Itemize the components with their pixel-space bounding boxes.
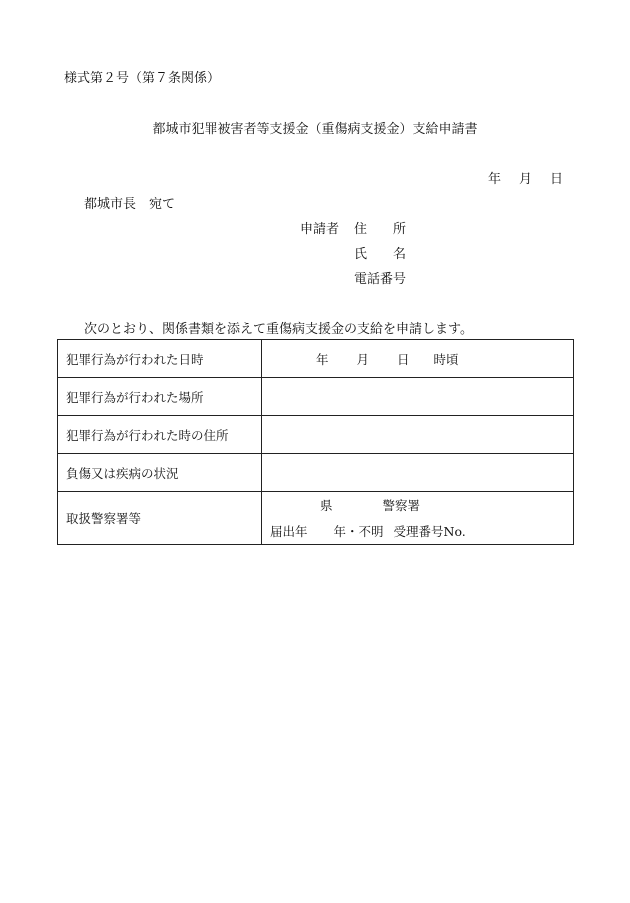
- place-field[interactable]: [262, 378, 574, 416]
- police-field[interactable]: [262, 492, 574, 545]
- row-label-injury-status: 負傷又は疾病の状況: [58, 454, 262, 492]
- document-title: 都城市犯罪被害者等支援金（重傷病支援金）支給申請書: [152, 122, 478, 137]
- police-station: 警察署: [382, 498, 421, 513]
- table-row: [58, 378, 574, 416]
- police-year-unknown: 年・不明: [333, 524, 384, 539]
- row-label-datetime: 犯罪行為が行われた日時: [58, 340, 262, 378]
- request-statement: 次のとおり、関係書類を添えて重傷病支援金の支給を申請します。: [84, 322, 473, 337]
- table-row: [58, 340, 574, 378]
- police-filed-year: 届出年: [270, 524, 308, 539]
- address-at-time-field[interactable]: [262, 416, 574, 454]
- injury-status-field[interactable]: [262, 454, 574, 492]
- applicant-phone-label: 電話番号: [354, 272, 407, 287]
- police-receipt-number: 受理番号No.: [393, 524, 466, 539]
- date-line: [488, 168, 563, 187]
- application-table: [57, 339, 574, 545]
- dt-hour: 時頃: [433, 351, 459, 367]
- police-prefecture: 県: [320, 498, 333, 513]
- table-row: [58, 492, 574, 545]
- applicant-address-label: 住 所: [354, 222, 407, 237]
- dt-year: 年: [316, 351, 329, 367]
- date-month: 月: [519, 172, 533, 187]
- row-label-address-at-time: 犯罪行為が行われた時の住所: [58, 416, 262, 454]
- date-year: 年: [488, 172, 502, 187]
- table-row: [58, 416, 574, 454]
- datetime-field[interactable]: [262, 340, 574, 378]
- date-day: 日: [550, 172, 564, 187]
- form-number: 様式第２号（第７条関係）: [64, 71, 221, 86]
- applicant-label: 申請者: [300, 222, 340, 237]
- addressee: 都城市長 宛て: [84, 197, 176, 212]
- table-row: [58, 454, 574, 492]
- applicant-name-label: 氏 名: [354, 247, 407, 262]
- row-label-police: 取扱警察署等: [58, 492, 262, 545]
- dt-month: 月: [356, 351, 370, 367]
- row-label-place: 犯罪行為が行われた場所: [58, 378, 262, 416]
- dt-day: 日: [397, 351, 410, 367]
